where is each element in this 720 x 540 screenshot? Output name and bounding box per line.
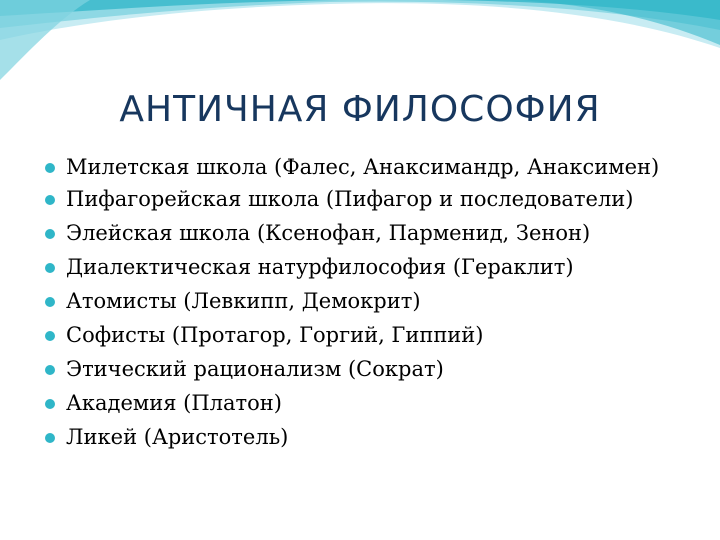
bullet-icon <box>45 433 55 443</box>
list-item <box>38 154 698 180</box>
list-item-text: Пифагорейская школа (Пифагор и последователи) <box>66 187 634 211</box>
list-item <box>38 390 698 416</box>
list-item <box>38 356 698 382</box>
bullet-icon <box>45 163 55 173</box>
list-item-text: Этический рационализм (Сократ) <box>66 357 444 381</box>
bullet-icon <box>45 229 55 239</box>
philosophy-school-list <box>38 154 698 458</box>
list-item <box>38 186 698 212</box>
bullet-icon <box>45 399 55 409</box>
bullet-icon <box>45 263 55 273</box>
list-item <box>38 288 698 314</box>
list-item-text: Ликей (Аристотель) <box>66 425 289 449</box>
slide-title <box>0 89 720 130</box>
bullet-icon <box>45 297 55 307</box>
bullet-icon <box>45 331 55 341</box>
list-item <box>38 254 698 280</box>
list-item-text: Диалектическая натурфилософия (Гераклит) <box>66 255 574 279</box>
list-item-text: Милетская школа (Фалес, Анаксимандр, Анаксимен) <box>66 155 660 179</box>
slide-title-text: АНТИЧНАЯ ФИЛОСОФИЯ <box>119 89 601 130</box>
list-item <box>38 424 698 450</box>
list-item <box>38 322 698 348</box>
list-item-text: Атомисты (Левкипп, Демокрит) <box>66 289 421 313</box>
bullet-icon <box>45 365 55 375</box>
list-item-text: Академия (Платон) <box>66 391 282 415</box>
list-item-text: Софисты (Протагор, Горгий, Гиппий) <box>66 323 484 347</box>
header-wave-decoration <box>0 0 720 90</box>
bullet-icon <box>45 195 55 205</box>
list-item <box>38 220 698 246</box>
list-item-text: Элейская школа (Ксенофан, Парменид, Зенон) <box>66 221 591 245</box>
